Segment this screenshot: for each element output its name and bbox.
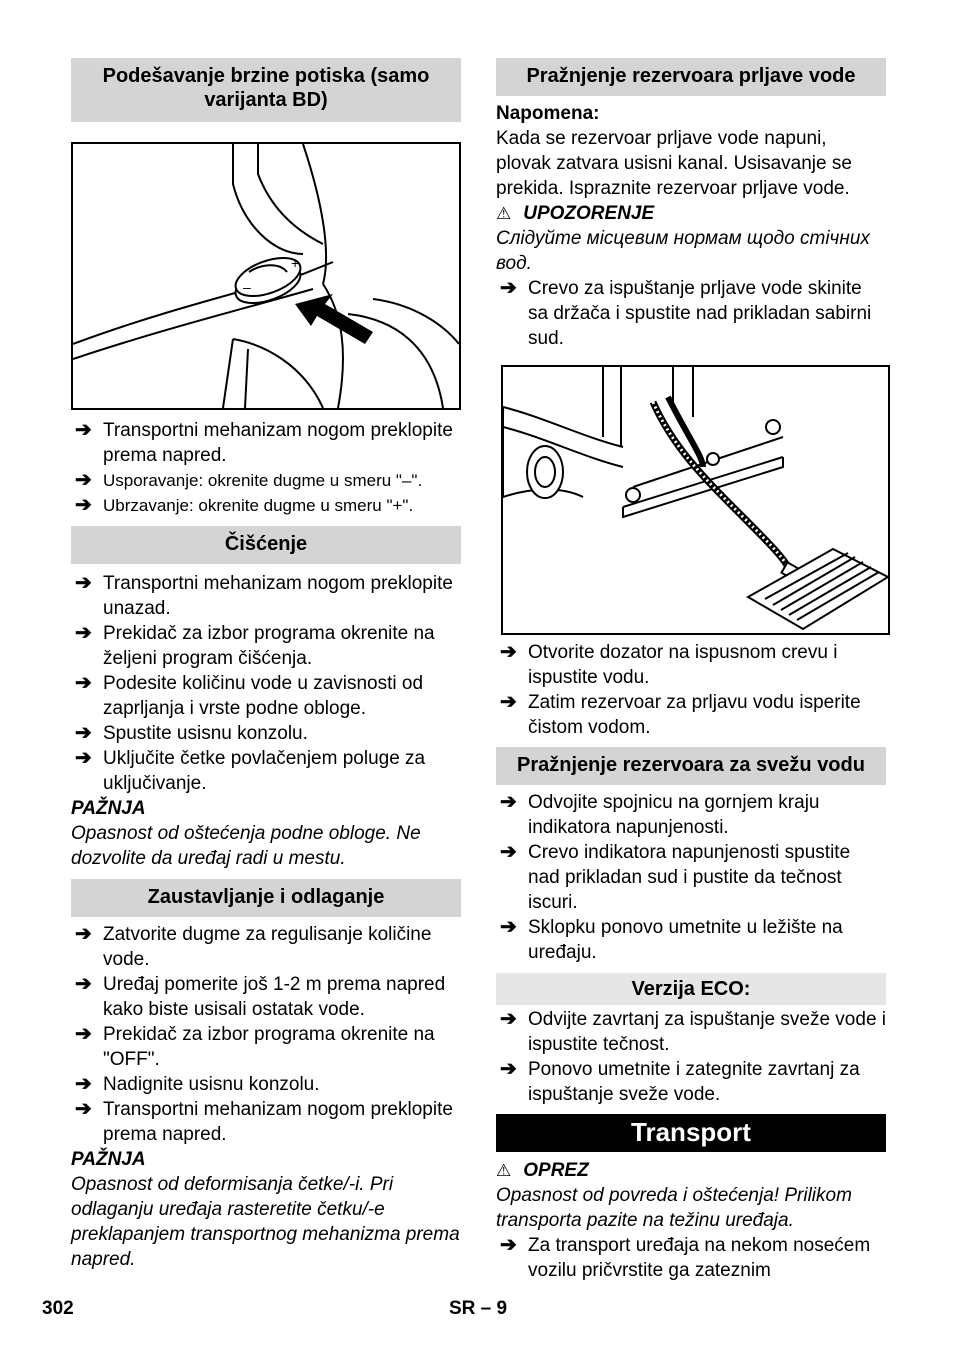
svg-text:+: + bbox=[291, 255, 300, 271]
list-item: ➔ Podesite količinu vode u zavisnosti od zaprljanja i vrste podne obloge. bbox=[75, 672, 424, 719]
language-page-label: SR – 9 bbox=[449, 1298, 508, 1319]
arrow-right-icon: ➔ bbox=[500, 791, 517, 813]
warning-triangle-icon: ⚠ bbox=[496, 1161, 512, 1180]
page-number: 302 bbox=[42, 1298, 74, 1319]
arrow-right-icon: ➔ bbox=[75, 747, 92, 769]
left-column bbox=[71, 58, 461, 1272]
heading-transport: Transport bbox=[496, 1114, 886, 1152]
list-item: ➔ Sklopku ponovo umetnite u ležište na uređaju. bbox=[500, 916, 843, 963]
arrow-right-icon: ➔ bbox=[75, 572, 92, 594]
list-item: ➔ Ubrzavanje: okrenite dugme u smeru "+". bbox=[75, 494, 414, 516]
arrow-right-icon: ➔ bbox=[75, 622, 92, 644]
arrow-right-icon: ➔ bbox=[75, 469, 92, 491]
arrow-right-icon: ➔ bbox=[75, 1023, 92, 1045]
arrow-right-icon: ➔ bbox=[75, 722, 92, 744]
caution-title: PAŽNJA bbox=[71, 1149, 146, 1170]
steps-eco bbox=[496, 1007, 886, 1107]
list-item: ➔ Odvijte zavrtanj za ispuštanje sveže vode i ispustite tečnost. bbox=[500, 1008, 887, 1055]
list-item: ➔ Zatvorite dugme za regulisanje količine vode. bbox=[75, 923, 432, 970]
steps-transport bbox=[496, 1233, 886, 1283]
warning-title: ⚠ UPOZORENJE bbox=[496, 203, 655, 224]
caution-title: ⚠ OPREZ bbox=[496, 1160, 589, 1181]
list-item: ➔ Uključite četke povlačenjem poluge za uključivanje. bbox=[75, 747, 426, 794]
arrow-right-icon: ➔ bbox=[500, 277, 517, 299]
arrow-right-icon: ➔ bbox=[500, 1058, 517, 1080]
arrow-right-icon: ➔ bbox=[75, 672, 92, 694]
note-text: Kada se rezervoar prljave vode napuni, plovak zatvara usisni kanal. Usisavanje se prekida. Ispraznite rezervoar prljave vode. bbox=[496, 128, 852, 199]
list-item: ➔ Prekidač za izbor programa okrenite na željeni program čišćenja. bbox=[75, 622, 435, 669]
list-item: ➔ Ponovo umetnite i zategnite zavrtanj za ispuštanje sveže vode. bbox=[500, 1058, 860, 1105]
arrow-right-icon: ➔ bbox=[75, 923, 92, 945]
list-item: ➔ Crevo indikatora napunjenosti spustite nad prikladan sud i pustite da tečnost iscuri. bbox=[500, 841, 851, 913]
list-item: ➔ Za transport uređaja na nekom nosećem vozilu pričvrstite ga zateznim bbox=[500, 1234, 871, 1281]
list-item: ➔ Transportni mehanizam nogom preklopite unazad. bbox=[75, 572, 453, 619]
note-block bbox=[496, 101, 886, 201]
note-title: Napomena: bbox=[496, 103, 600, 124]
steps-fresh-water bbox=[496, 790, 886, 965]
heading-dirty-water: Pražnjenje rezervoara prljave vode bbox=[496, 58, 886, 96]
heading-cleaning: Čišćenje bbox=[71, 526, 461, 564]
list-item: ➔ Usporavanje: okrenite dugme u smeru "–". bbox=[75, 469, 423, 491]
list-item: ➔ Prekidač za izbor programa okrenite na "OFF". bbox=[75, 1023, 435, 1070]
arrow-right-icon: ➔ bbox=[500, 916, 517, 938]
steps-dirty-water-1 bbox=[496, 276, 886, 351]
list-item: ➔ Spustite usisnu konzolu. bbox=[75, 722, 308, 744]
arrow-right-icon: ➔ bbox=[500, 641, 517, 663]
list-item: ➔ Otvorite dozator na ispusnom crevu i ispustite vodu. bbox=[500, 641, 838, 688]
caution-text: Opasnost od povreda i oštećenja! Prilikom transporta pazite na težinu uređaja. bbox=[496, 1185, 852, 1231]
caution-text: Opasnost od deformisanja četke/-i. Pri odlaganju uređaja rasteretite četku/-e preklapanjem transportnog mehanizma prema napred. bbox=[71, 1174, 460, 1270]
steps-cleaning bbox=[71, 571, 461, 796]
arrow-right-icon: ➔ bbox=[75, 1098, 92, 1120]
heading-fresh-water: Pražnjenje rezervoara za svežu vodu bbox=[496, 747, 886, 785]
right-column bbox=[496, 58, 886, 1283]
list-item: ➔ Transportni mehanizam nogom preklopite prema napred. bbox=[75, 1098, 453, 1145]
drain-hose-illustration bbox=[503, 367, 888, 633]
arrow-right-icon: ➔ bbox=[500, 691, 517, 713]
list-item: ➔ Uređaj pomerite još 1-2 m prema napred kako biste usisali ostatak vode. bbox=[75, 973, 446, 1020]
arrow-right-icon: ➔ bbox=[500, 841, 517, 863]
figure-drain-hose bbox=[501, 365, 890, 635]
warning-text: Слідуйте місцевим нормам щодо стічних вод. bbox=[496, 228, 870, 274]
list-item: ➔ Crevo za ispuštanje prljave vode skinite sa držača i spustite nad prikladan sabirni sud. bbox=[500, 277, 872, 349]
heading-eco-version: Verzija ECO: bbox=[496, 973, 886, 1005]
arrow-right-icon: ➔ bbox=[500, 1234, 517, 1256]
heading-stopping: Zaustavljanje i odlaganje bbox=[71, 879, 461, 917]
steps-dirty-water-2 bbox=[496, 640, 886, 740]
svg-text:–: – bbox=[243, 279, 251, 295]
figure-speed-knob bbox=[71, 142, 461, 410]
warning-triangle-icon: ⚠ bbox=[496, 204, 512, 223]
list-item: ➔ Odvojite spojnicu na gornjem kraju indikatora napunjenosti. bbox=[500, 791, 820, 838]
steps-speed-setting bbox=[71, 418, 461, 518]
list-item: ➔ Transportni mehanizam nogom preklopite prema napred. bbox=[75, 419, 453, 466]
caution-text: Opasnost od oštećenja podne obloge. Ne dozvolite da uređaj radi u mestu. bbox=[71, 823, 421, 869]
heading-speed-setting: Podešavanje brzine potiska (samo varijanta BD) bbox=[71, 58, 461, 122]
arrow-right-icon: ➔ bbox=[75, 973, 92, 995]
list-item: ➔ Zatim rezervoar za prljavu vodu isperite čistom vodom. bbox=[500, 691, 861, 738]
arrow-right-icon: ➔ bbox=[75, 419, 92, 441]
arrow-right-icon: ➔ bbox=[500, 1008, 517, 1030]
caution-title: PAŽNJA bbox=[71, 798, 146, 819]
arrow-right-icon: ➔ bbox=[75, 1073, 92, 1095]
steps-stopping bbox=[71, 922, 461, 1147]
arrow-right-icon: ➔ bbox=[75, 494, 92, 516]
speed-knob-illustration bbox=[73, 144, 459, 408]
list-item: ➔ Nadignite usisnu konzolu. bbox=[75, 1073, 320, 1095]
